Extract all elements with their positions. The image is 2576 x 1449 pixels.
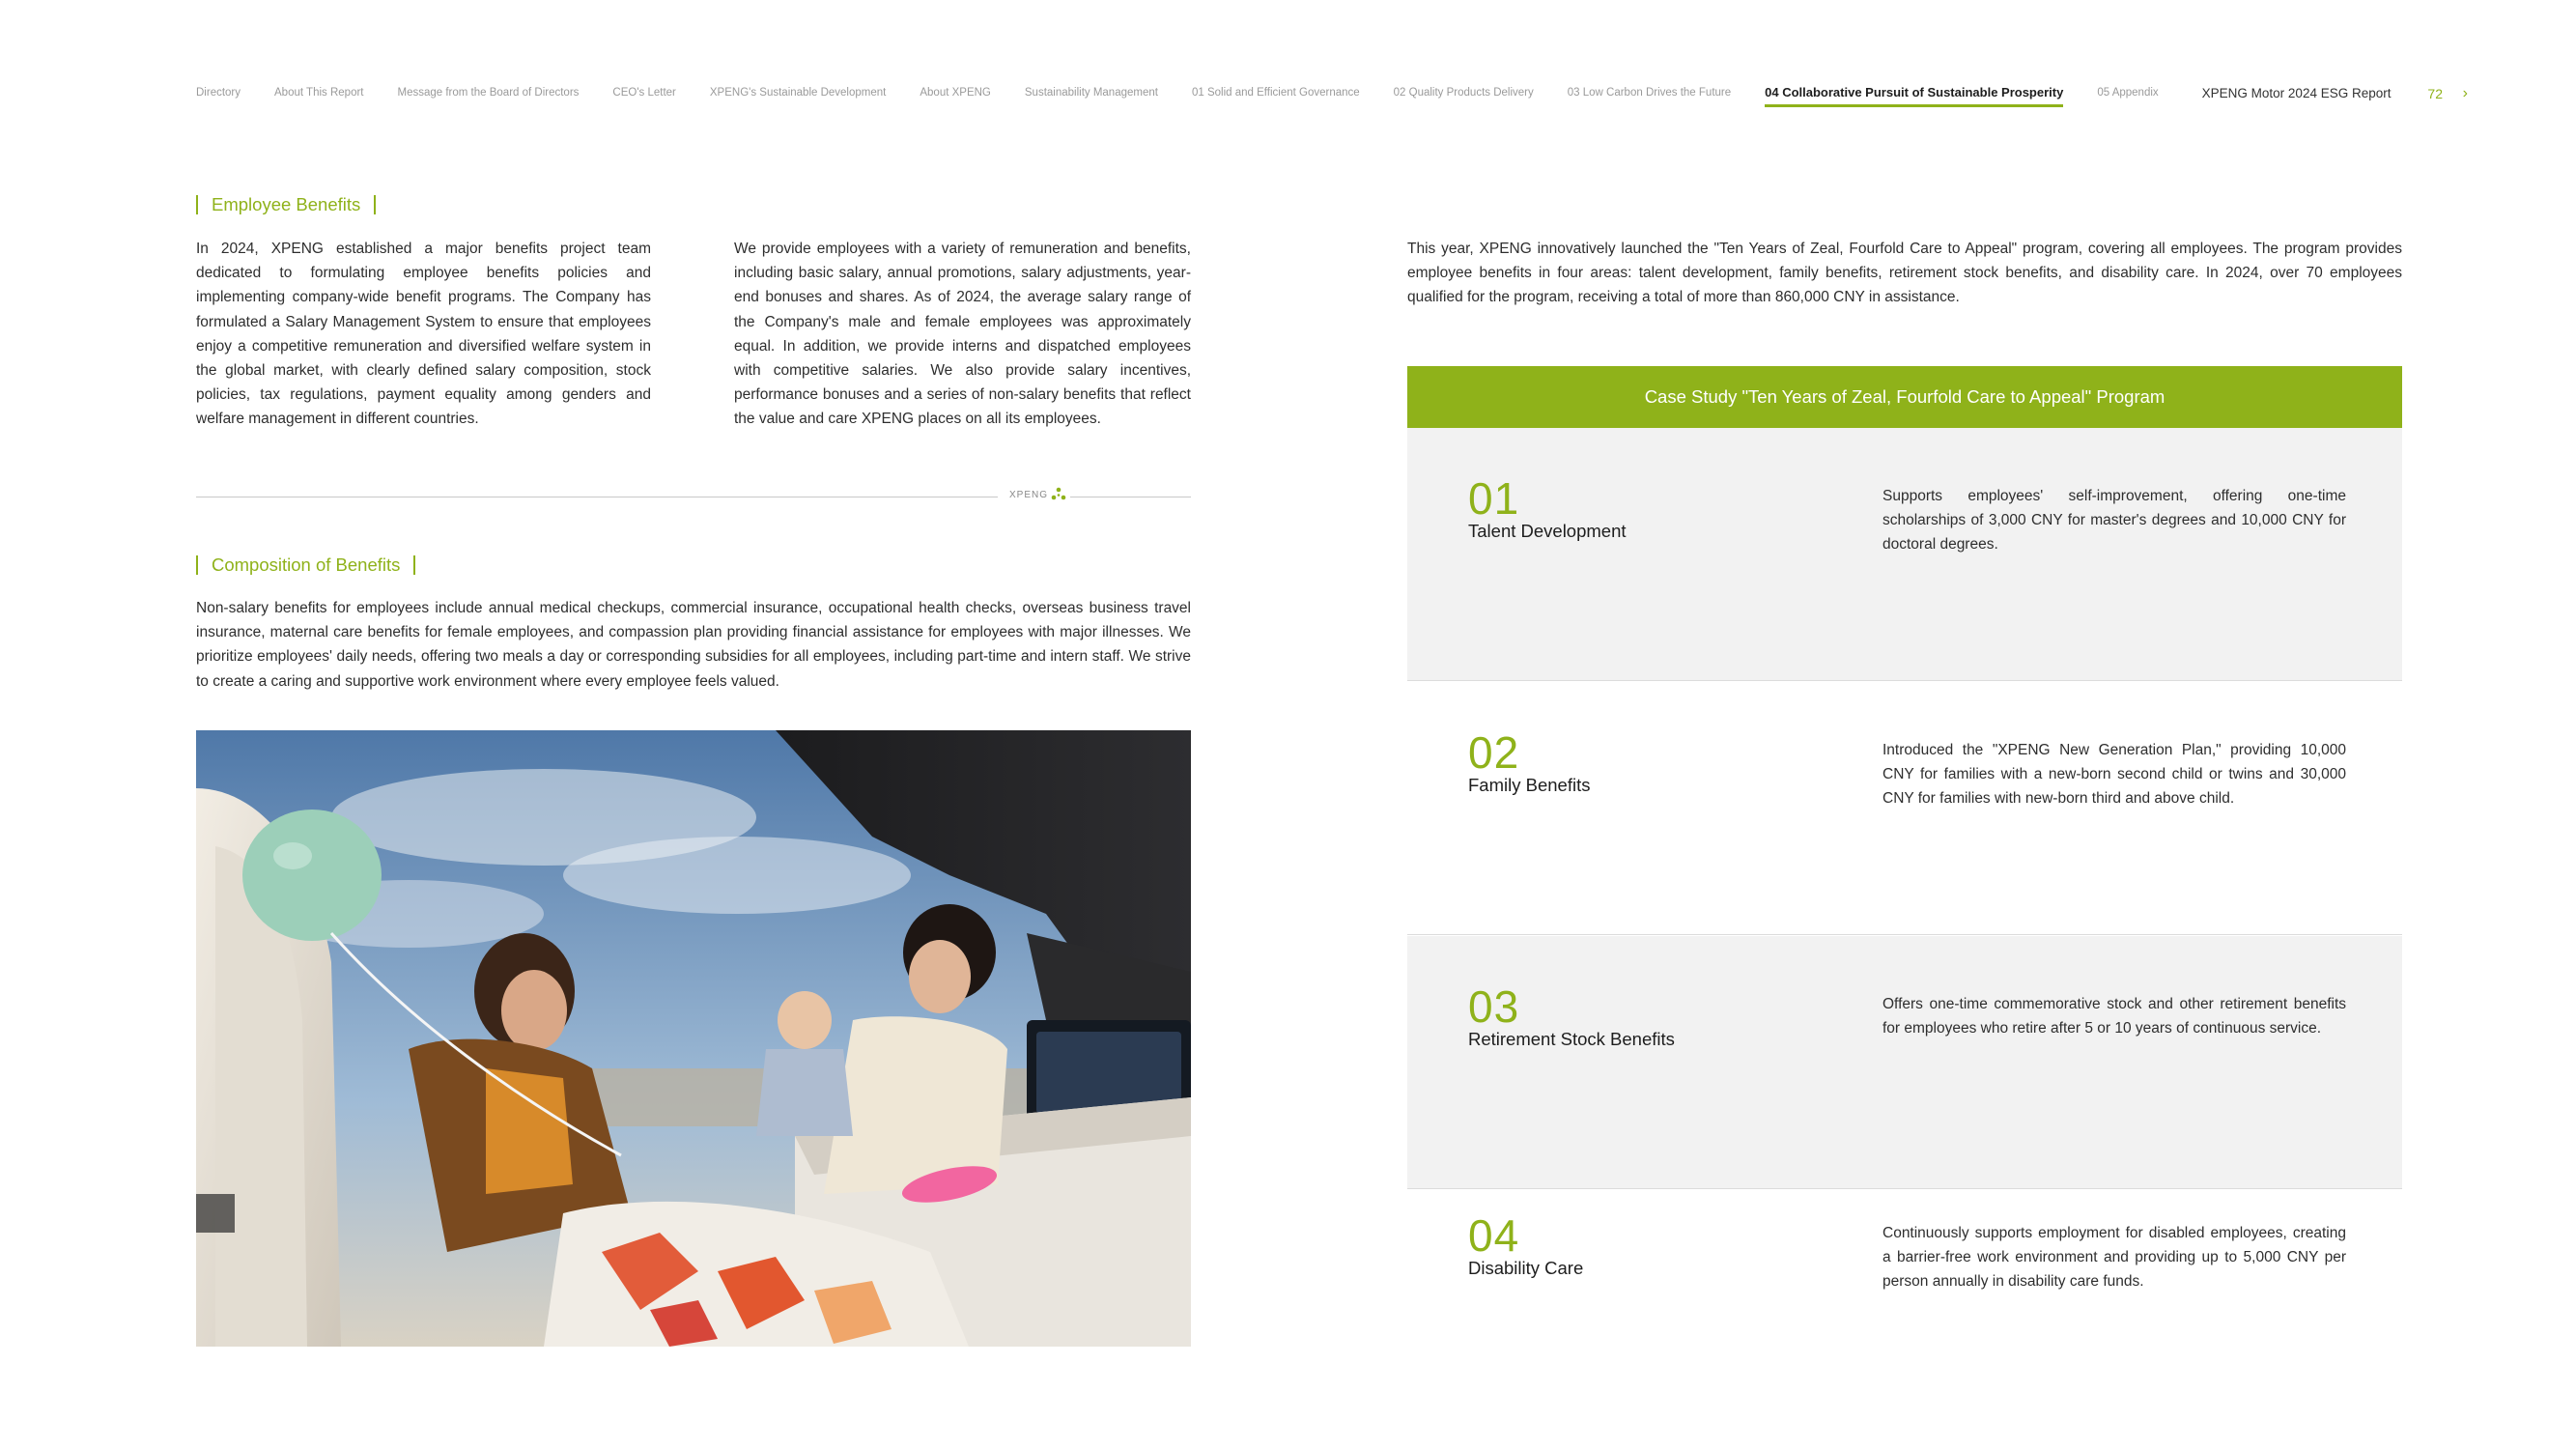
page-number: 72 <box>2427 86 2443 101</box>
top-navigation <box>196 83 2508 122</box>
nav-item-low-carbon[interactable]: 03 Low Carbon Drives the Future <box>1567 87 1732 99</box>
case-description: Introduced the "XPENG New Generation Plan," providing 10,000 CNY for families with a new-born second child or twins and 30,000 CNY for families with new-born third and above child. <box>1882 742 2346 808</box>
composition-body: Non-salary benefits for employees include annual medical checkups, commercial insurance, occupational health checks, overseas business travel insurance, maternal care benefits for female employees, and compassion plan providing financial assistance for employees with major illnesses. We prioritize employees' daily needs, offering two meals a day or corresponding subsidies for all employees, including part-time and intern staff. We strive to create a caring and supportive work environment where every employee feels valued. <box>196 600 1191 690</box>
case-row-03 <box>1407 936 2402 1189</box>
heading-bar-right <box>413 555 415 575</box>
nav-item-quality-products[interactable]: 02 Quality Products Delivery <box>1393 87 1534 99</box>
nav-item-ceo-letter[interactable]: CEO's Letter <box>612 87 676 99</box>
section-divider <box>196 490 1191 500</box>
chevron-right-icon[interactable]: › <box>2462 85 2468 101</box>
case-row-02 <box>1407 682 2402 935</box>
composition-title: Composition of Benefits <box>212 554 401 575</box>
nav-item-sustainable-prosperity[interactable]: 04 Collaborative Pursuit of Sustainable Prosperity <box>1765 83 2063 107</box>
nav-item-about-report[interactable]: About This Report <box>274 87 364 99</box>
family-car-photo <box>196 730 1191 1347</box>
case-row-04 <box>1407 1190 2402 1364</box>
employee-benefits-col1: In 2024, XPENG established a major benefits project team dedicated to formulating employee benefits policies and implementing company-wide benefit programs. The Company has formulated a Salary Management System to ensure that employees enjoy a competitive remuneration and diversified welfare system in the global market, with clearly defined salary composition, stock policies, tax regulations, payment equality among genders and welfare management in different countries. <box>196 241 651 428</box>
case-title: Retirement Stock Benefits <box>1468 1029 1675 1049</box>
case-title: Family Benefits <box>1468 775 1591 795</box>
nav-item-appendix[interactable]: 05 Appendix <box>2097 87 2159 99</box>
nav-item-sustainable-development[interactable]: XPENG's Sustainable Development <box>709 87 887 99</box>
case-study-header: Case Study "Ten Years of Zeal, Fourfold Care to Appeal" Program <box>1407 366 2402 428</box>
case-title: Talent Development <box>1468 521 1627 541</box>
xpeng-logo-icon <box>1051 487 1066 500</box>
case-number: 02 <box>1468 727 1520 778</box>
case-number: 04 <box>1468 1210 1520 1261</box>
case-number: 03 <box>1468 981 1520 1032</box>
employee-benefits-col2: We provide employees with a variety of remuneration and benefits, including basic salary, annual promotions, salary adjustments, year-end bonuses and shares. As of 2024, the average salary range of the Company's male and female employees was approximately equal. In addition, we provide interns and dispatched employees with competitive salaries. We also provide salary incentives, performance bonuses and a series of non-salary benefits that reflect the value and care XPENG places on all its employees. <box>734 241 1191 428</box>
divider-brand: XPENG <box>1009 490 1049 500</box>
nav-item-sustainability-management[interactable]: Sustainability Management <box>1024 87 1158 99</box>
case-description: Supports employees' self-improvement, offering one-time scholarships of 3,000 CNY for master's degrees and 10,000 CNY for doctoral degrees. <box>1882 488 2346 554</box>
case-row-01 <box>1407 428 2402 681</box>
employee-benefits-heading <box>196 194 376 215</box>
case-title: Disability Care <box>1468 1258 1584 1278</box>
heading-bar-right <box>374 195 376 214</box>
case-description: Continuously supports employment for disabled employees, creating a barrier-free work environment and providing up to 5,000 CNY per person annually in disability care funds. <box>1882 1225 2346 1291</box>
employee-benefits-title: Employee Benefits <box>212 194 361 214</box>
nav-item-directory[interactable]: Directory <box>196 87 241 99</box>
nav-item-governance[interactable]: 01 Solid and Efficient Governance <box>1191 87 1360 99</box>
composition-heading <box>196 554 415 576</box>
case-number: 01 <box>1468 473 1520 524</box>
nav-item-board-message[interactable]: Message from the Board of Directors <box>397 87 580 99</box>
case-description: Offers one-time commemorative stock and other retirement benefits for employees who retire after 5 or 10 years of continuous service. <box>1882 996 2346 1037</box>
report-title: XPENG Motor 2024 ESG Report <box>2201 86 2392 100</box>
nav-item-about-xpeng[interactable]: About XPENG <box>920 87 991 99</box>
program-intro: This year, XPENG innovatively launched the "Ten Years of Zeal, Fourfold Care to Appeal" program, covering all employees. The program provides employee benefits in four areas: talent development, family benefits, retirement stock benefits, and disability care. In 2024, over 70 employees qualified for the program, receiving a total of more than 860,000 CNY in assistance. <box>1407 241 2402 306</box>
